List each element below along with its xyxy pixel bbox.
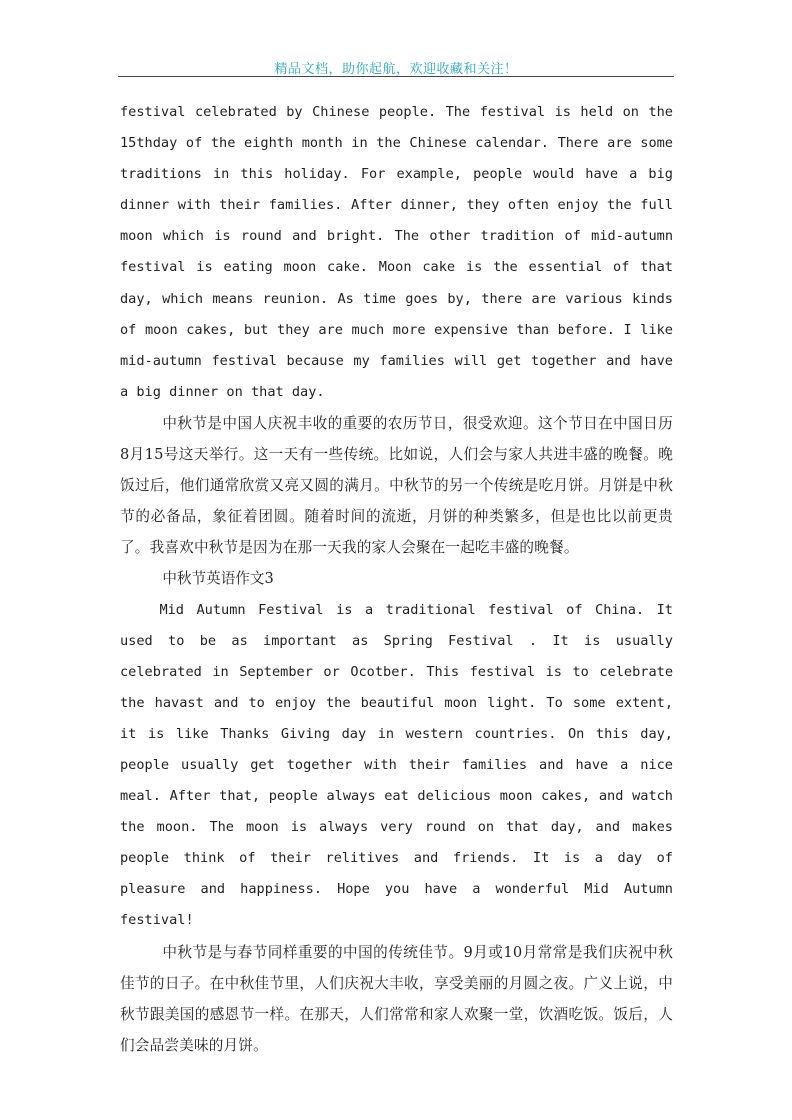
english-paragraph-3: Mid Autumn Festival is a traditional festival of China. It used to be as important as Spring Festival . It is usually celebrated in September or Ocotber. This festival is to celebrate the havast and to enjoy the beautiful moon light. To some extent, it is like Thanks Giving day in western countries. On this day, people usually get together with their families and have a nice meal. After that, people always eat delicious moon cakes, and watch the moon. The moon is always very round on that day, and makes people think of their relitives and friends. It is a day of pleasure and happiness. Hope you have a wonderful Mid Autumn festival! xyxy=(120,601,673,929)
chinese-paragraph-1: 中秋节是中国人庆祝丰收的重要的农历节日，很受欢迎。这个节日在中国日历8月15号这天举行。这一天有一些传统。比如说，人们会与家人共进丰盛的晚餐。晚饭过后，他们通常欣赏又亮又圆的满月。中秋节的另一个传统是吃月饼。月饼是中秋节的必备品，象征着团圆。随着时间的流逝，月饼的种类繁多，但是也比以前更贵了。我喜欢中秋节是因为在那一天我的家人会聚在一起吃丰盛的晚餐。 xyxy=(120,414,673,557)
english-paragraph-1: festival celebrated by Chinese people. The festival is held on the 15thday of the eighth month in the Chinese calendar. There are some traditions in this holiday. For example, people would have a big dinner with their families. After dinner, they often enjoy the full moon which is round and bright. The other tradition of mid-autumn festival is eating moon cake. Moon cake is the essential of that day, which means reunion. As time goes by, there are various kinds of moon cakes, but they are much more expensive than before. I like mid-autumn festival because my families will get together and have a big dinner on that day. xyxy=(120,104,673,400)
chinese-paragraph-3: 中秋节是与春节同样重要的中国的传统佳节。9月或10月常常是我们庆祝中秋佳节的日子。在中秋佳节里，人们庆祝大丰收，享受美丽的月圆之夜。广义上说，中秋节跟美国的感恩节一样。在那天，人们常常和家人欢聚一堂，饮酒吃饭。饭后，人们会品尝美味的月饼。 xyxy=(120,943,673,1054)
header-divider xyxy=(118,76,674,77)
section-heading: 中秋节英语作文3 xyxy=(162,570,274,588)
page-header-text: 精品文档，助你起航，欢迎收藏和关注！ xyxy=(274,62,518,77)
document-body xyxy=(120,97,673,1061)
